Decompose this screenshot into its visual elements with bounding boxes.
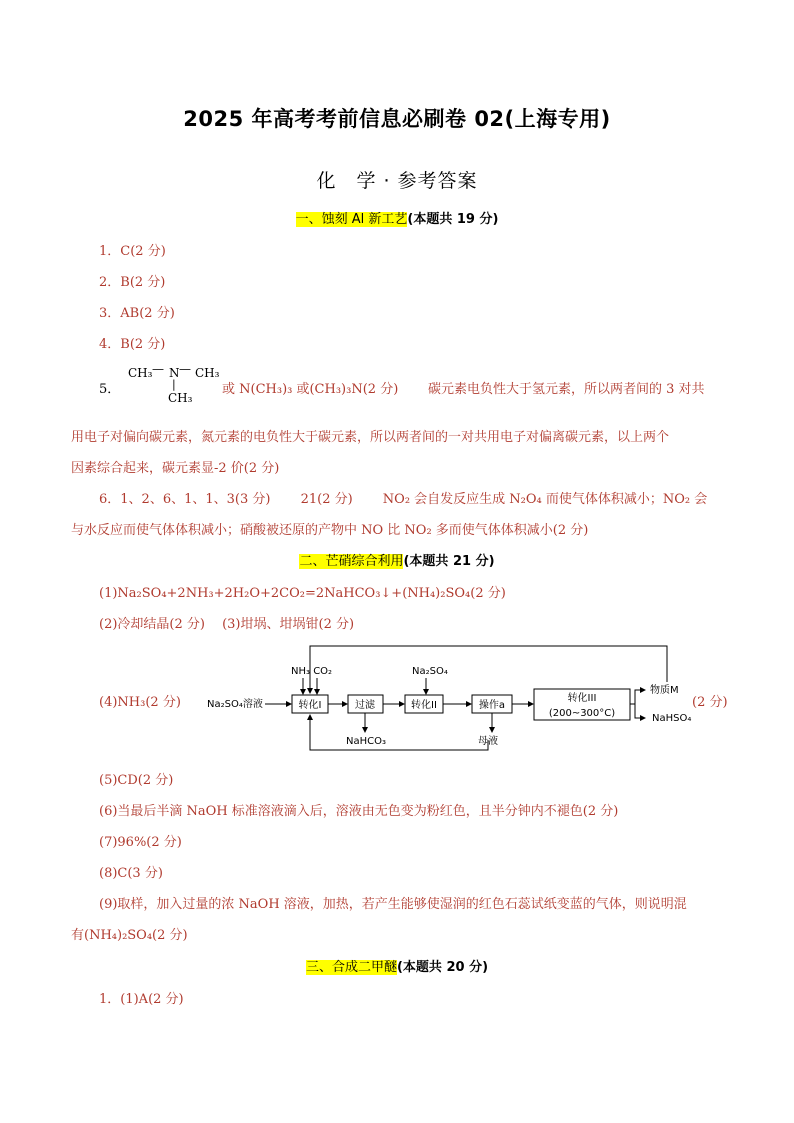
box-operation-a-label: 操作a (478, 700, 506, 711)
output-mother-liquor-label: 母液 (478, 736, 498, 747)
output-nahco3-label: NaHCO₃ (346, 736, 386, 747)
s2-answer-5: (5)CD(2 分) (99, 773, 174, 788)
box-conversion-1-label: 转化I (298, 700, 322, 711)
formula-ch3-left: CH₃ (128, 366, 153, 380)
s1-answer-5-text-2: 用电子对偏向碳元素，氮元素的电负性大于碳元素，所以两者间的一对共用电子对偏离碳元素，以上两个 (71, 430, 670, 445)
s2-answer-4: (4)NH₃(2 分) (99, 695, 181, 710)
section-1-heading (0, 208, 794, 227)
section-1-title: 一、蚀刻 Al 新工艺 (295, 212, 408, 227)
s1-answer-5-text-3: 因素综合起来，碳元素显-2 价(2 分) (71, 461, 280, 476)
s2-answer-9-line-2: 有(NH₄)₂SO₄(2 分) (71, 928, 188, 943)
section-3-score: (本题共 20 分) (396, 960, 489, 975)
box-conversion-2-label: 转化II (411, 700, 437, 711)
formula-n: N (169, 366, 180, 380)
s1-answer-5-alt: 或 N(CH₃)₃ 或(CH₃)₃N(2 分) (222, 382, 399, 397)
input-nh3-co2-label: NH₃ CO₂ (291, 666, 333, 677)
s1-answer-4: 4．B(2 分) (99, 337, 166, 352)
s2-answer-8: (8)C(3 分) (99, 866, 163, 881)
section-1-score: (本题共 19 分) (407, 212, 499, 227)
s2-answer-2-3: (2)冷却结晶(2 分) (3)坩埚、坩埚钳(2 分) (99, 617, 355, 632)
output-nahso4-label: NaHSO₄ (652, 713, 692, 724)
page-subtitle: 化 学 · 参考答案 (316, 170, 478, 192)
box-conversion-3-label: 转化III (567, 693, 597, 704)
s2-answer-1: (1)Na₂SO₄+2NH₃+2H₂O+2CO₂=2NaHCO₃↓+(NH₄)₂SO₄(2 分) (99, 586, 506, 601)
s1-answer-6-line-1: 6．1、2、6、1、1、3(3 分) 21(2 分) NO₂ 会自发反应生成 N₂O₄ 而使气体体积减小；NO₂ 会 (99, 492, 708, 507)
s1-answer-5-text-1: 碳元素电负性大于氢元素，所以两者间的 3 对共 (428, 382, 705, 397)
formula-bond-down: | (172, 378, 176, 391)
section-3-title: 三、合成二甲醚 (305, 960, 397, 975)
s2-answer-7: (7)96%(2 分) (99, 835, 182, 850)
output-substance-m-label: 物质M (650, 685, 679, 696)
page-title: 2025 年高考考前信息必刷卷 02(上海专用) (183, 107, 611, 131)
trimethylamine-structure (128, 364, 228, 406)
s1-answer-5-number: 5． (99, 382, 121, 397)
s1-answer-1: 1．C(2 分) (99, 244, 166, 259)
formula-bond-left: — (152, 362, 164, 376)
formula-ch3-bottom: CH₃ (168, 391, 193, 405)
box-conversion-3-temp: (200~300°C) (548, 708, 616, 719)
s2-answer-4-score: (2 分) (692, 695, 728, 710)
s1-answer-6-line-2: 与水反应而使气体体积减小；硝酸被还原的产物中 NO 比 NO₂ 多而使气体体积减小(2 分) (71, 523, 589, 538)
s2-answer-6: (6)当最后半滴 NaOH 标准溶液滴入后，溶液由无色变为粉红色，且半分钟内不褪色(2 分) (99, 804, 619, 819)
input-na2so4-label: Na₂SO₄ (412, 666, 448, 677)
s3-answer-1: 1．(1)A(2 分) (99, 992, 184, 1007)
section-2-heading (0, 550, 794, 569)
section-2-title: 二、芒硝综合利用 (299, 554, 404, 569)
formula-bond-right: — (179, 362, 191, 376)
section-2-score: (本题共 21 分) (403, 554, 495, 569)
box-filtration-label: 过滤 (355, 700, 375, 711)
s1-answer-2: 2．B(2 分) (99, 275, 166, 290)
s2-answer-9-line-1: (9)取样，加入过量的浓 NaOH 溶液，加热，若产生能够使湿润的红色石蕊试纸变蓝的气体，则说明混 (99, 897, 687, 912)
process-flow-diagram (205, 640, 725, 758)
s1-answer-3: 3．AB(2 分) (99, 306, 175, 321)
section-3-heading (0, 956, 794, 975)
feed-label: Na₂SO₄溶液 (207, 699, 263, 710)
formula-ch3-right: CH₃ (195, 366, 220, 380)
